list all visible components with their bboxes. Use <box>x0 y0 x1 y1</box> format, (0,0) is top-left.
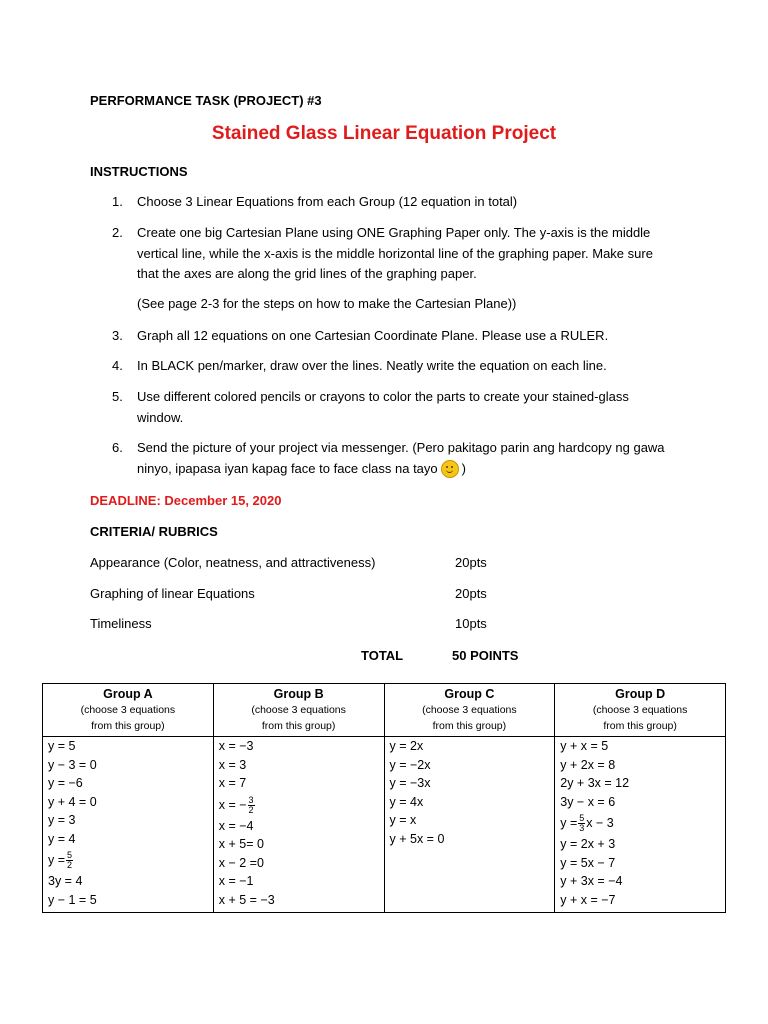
group-note: (choose 3 equations <box>422 704 517 716</box>
total-label: TOTAL <box>361 648 404 663</box>
group-note: from this group) <box>603 720 677 732</box>
equation: y = 5x − 7 <box>560 855 616 870</box>
equation: y = x <box>389 813 417 827</box>
equation: y + 3x = −4 <box>560 874 623 888</box>
group-note: from this group) <box>432 720 507 732</box>
instruction-text: (See page 2-3 for the steps on how to make the Cartesian Plane)) <box>137 296 517 311</box>
equation: y + 4 = 0 <box>48 794 97 809</box>
deadline: DEADLINE: December 15, 2020 <box>90 493 282 508</box>
group-c-header <box>384 684 555 737</box>
equation: 3y − x = 6 <box>560 794 616 809</box>
equation: x = 3 <box>218 757 247 772</box>
equation: y = −2x <box>389 757 431 772</box>
total-points: 50 POINTS <box>452 648 519 663</box>
group-note: (choose 3 equations <box>251 704 346 716</box>
equation-fraction: x = − $\frac{3}{2}$ <box>218 794 254 815</box>
equation: y + 2x = 8 <box>560 757 616 772</box>
equation: y = 4 <box>48 831 76 846</box>
instruction-text: Choose 3 Linear Equations from each Group (12 equation in total) <box>137 194 518 209</box>
equation: x + 5 = −3 <box>218 892 275 907</box>
rubric-row <box>90 586 510 601</box>
equation: y = 2x + 3 <box>560 837 616 851</box>
rubric-row <box>90 555 510 570</box>
instructions-heading: INSTRUCTIONS <box>90 164 188 179</box>
equation-groups-table <box>42 683 726 913</box>
group-b-header <box>213 684 384 737</box>
smiling-face-icon <box>441 460 459 478</box>
instruction-number: 6. <box>112 440 123 455</box>
task-label: PERFORMANCE TASK (PROJECT) #3 <box>90 93 322 108</box>
instruction-text: Create one big Cartesian Plane using ONE Graphing Paper only. The y-axis is the middle vertical line, while the x-axis is the middle horizontal line of the graphing paper. Make sure that the axes are along the grid lines of the graphing paper. <box>137 225 653 281</box>
rubric-points: 10pts <box>455 616 487 631</box>
equation: 3y = 4 <box>48 874 83 888</box>
table-header-row <box>43 684 726 737</box>
equation: y = 3 <box>48 813 76 827</box>
group-note: from this group) <box>91 720 165 732</box>
group-name: Group C <box>444 687 495 701</box>
group-c-equations <box>384 737 555 913</box>
rubric-label: Graphing of linear Equations <box>90 586 255 601</box>
rubric-points: 20pts <box>455 555 487 570</box>
instruction-text: Use different colored pencils or crayons to color the parts to create your stained-glass window. <box>137 389 629 425</box>
group-d-header <box>555 684 726 737</box>
group-note: (choose 3 equations <box>80 704 176 716</box>
equation: y − 3 = 0 <box>48 757 97 772</box>
group-b-equations <box>213 737 384 913</box>
group-a-equations <box>43 737 214 913</box>
equation: x = −4 <box>218 818 254 833</box>
equation: x = −3 <box>218 739 254 753</box>
instruction-number: 1. <box>112 194 123 209</box>
rubric-row <box>90 616 510 631</box>
rubric-label: Timeliness <box>90 616 152 631</box>
group-name: Group B <box>273 687 324 701</box>
equation: y + 5x = 0 <box>389 831 445 846</box>
instruction-text: Send the picture of your project via messenger. (Pero pakitago parin ang hardcopy ng gawa ninyo, ipapasa iyan kapag face to face class na tayo ) <box>137 438 677 479</box>
group-note: from this group) <box>261 720 336 732</box>
group-name: Group D <box>615 687 666 701</box>
instruction-number: 5. <box>112 389 123 404</box>
equation: x = −1 <box>218 874 254 888</box>
instruction-text: In BLACK pen/marker, draw over the lines. Neatly write the equation on each line. <box>137 358 607 373</box>
rubric-label: Appearance (Color, neatness, and attractiveness) <box>90 555 376 570</box>
instruction-text: Graph all 12 equations on one Cartesian Coordinate Plane. Please use a RULER. <box>137 328 609 343</box>
equation: x = 7 <box>218 776 247 790</box>
group-name: Group A <box>103 687 153 701</box>
criteria-heading: CRITERIA/ RUBRICS <box>90 524 218 539</box>
group-a-header <box>43 684 214 737</box>
project-title: Stained Glass Linear Equation Project <box>211 123 557 144</box>
equation: y = −3x <box>389 776 431 790</box>
instruction-number: 3. <box>112 328 123 343</box>
table-row <box>43 737 726 913</box>
equation: y = 4x <box>389 794 424 809</box>
equation-fraction: y = $\frac{5}{2}$ <box>48 850 73 871</box>
equation: y = −6 <box>48 776 83 790</box>
equation: x + 5= 0 <box>218 837 264 851</box>
instruction-number: 4. <box>112 358 123 373</box>
equation: 2y + 3x = 12 <box>560 776 630 790</box>
rubric-points: 20pts <box>455 586 487 601</box>
group-note: (choose 3 equations <box>592 704 688 716</box>
equation: y + x = −7 <box>560 892 616 907</box>
equation: y − 1 = 5 <box>48 892 97 907</box>
group-d-equations <box>555 737 726 913</box>
equation-fraction: y = $\frac{5}{3}$ x − 3 <box>560 813 614 834</box>
equation: y = 5 <box>48 739 76 753</box>
instruction-number: 2. <box>112 225 123 240</box>
equation: x − 2 =0 <box>218 855 264 870</box>
equation: y = 2x <box>389 739 424 753</box>
equation: y + x = 5 <box>560 739 609 753</box>
